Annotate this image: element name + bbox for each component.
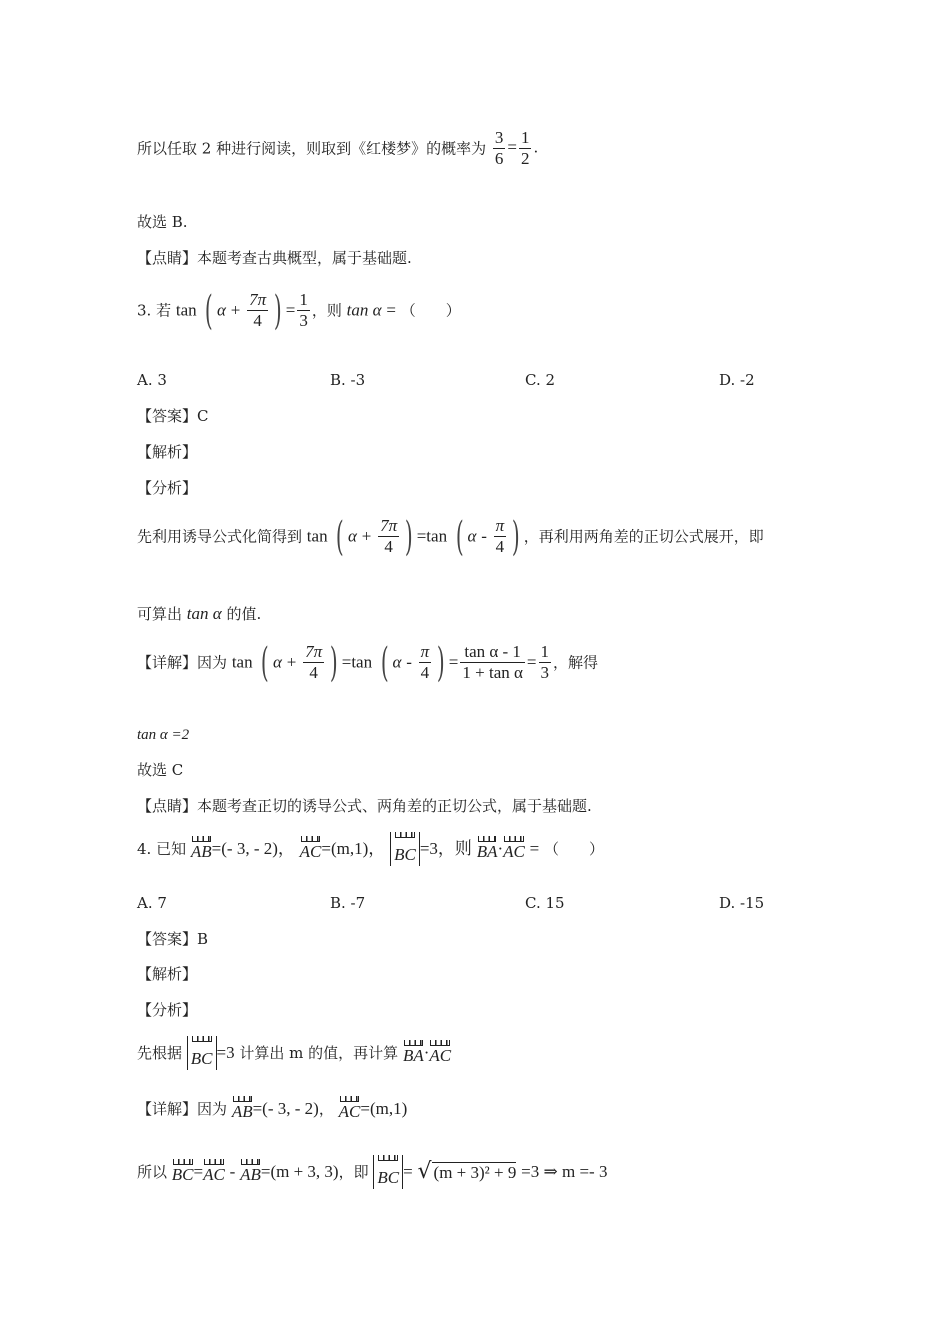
q3-jiexi: 【解析】: [137, 443, 198, 461]
q3-option-b: B. -3: [330, 371, 366, 389]
note-line-1: 【点睛】本题考查古典概型，属于基础题.: [137, 249, 412, 267]
vector-ab: AB: [191, 836, 212, 862]
q4-jiexi: 【解析】: [137, 965, 198, 983]
q3-note: 【点睛】本题考查正切的诱导公式、两角差的正切公式，属于基础题.: [137, 797, 592, 815]
q3-choose: 故选 C: [137, 761, 184, 779]
fraction-1-2: $\frac{1}{2}$: [520, 128, 530, 168]
q4-option-c: C. 15: [525, 894, 565, 912]
q3-option-a: A. 3: [137, 371, 167, 389]
q4-option-d: D. -15: [719, 894, 765, 912]
q3-option-c: C. 2: [525, 371, 556, 389]
q3-detail: 【详解】因为 tan ( α + $\frac{7\pi}{4}$ ) =tan ( α - $\frac{\pi}{4}$ ) = $\frac{\text{tan α - 1}}{\text{1 + tan α}}$ = $\frac{1}{3}$ ，解得: [137, 639, 599, 686]
abs-bc: BC: [390, 832, 420, 866]
vector-ac: AC: [300, 836, 322, 862]
q4-option-b: B. -7: [330, 894, 366, 912]
q3-answer: 【答案】C: [137, 407, 209, 425]
q4-fenxi: 【分析】: [137, 1001, 198, 1019]
q4-last: 所以 BC=AC - AB=(m + 3, 3)，即 BC = √ (m + 3)² + 9 =3 ⇒ m =- 3: [137, 1155, 607, 1189]
vector-ac-2: AC: [503, 836, 525, 862]
sqrt-icon: √: [417, 1159, 432, 1184]
q4-option-a: A. 7: [137, 894, 167, 912]
q3-analysis-2: 可算出 tan α 的值.: [137, 604, 262, 623]
vector-ba: BA: [477, 836, 498, 862]
q3-analysis: 先利用诱导公式化简得到 tan ( α + $\frac{7\pi}{4}$ ) =tan ( α - $\frac{\pi}{4}$ ) ，再利用两角差的正切公式展开，即: [137, 513, 764, 560]
q4-detail: 【详解】因为 AB=(- 3, - 2)， AC=(m,1): [137, 1096, 407, 1122]
q4-answer: 【答案】B: [137, 930, 209, 948]
question-4: 4. 已知 AB=(- 3, - 2)， AC=(m,1)， BC =3，则 BA·AC = （ ）: [137, 832, 604, 866]
question-3: 3. 若 tan ( α + $\frac{7\pi}{4}$ ) = $\frac{1}{3}$ ，则 tan α = （ ）: [137, 287, 461, 334]
probability-line: 所以任取 2 种进行阅读，则取到《红楼梦》的概率为 $\frac{3}{6}$ = $\frac{1}{2}$ .: [137, 128, 539, 168]
q3-option-d: D. -2: [719, 371, 755, 389]
q4-analysis: 先根据 BC =3 计算出 m 的值，再计算 BA·AC: [137, 1036, 451, 1070]
q3-result: tan α =2: [137, 727, 190, 743]
q3-fenxi: 【分析】: [137, 479, 198, 497]
choose-b: 故选 B.: [137, 213, 188, 231]
fraction-3-6: $\frac{3}{6}$: [494, 128, 504, 168]
